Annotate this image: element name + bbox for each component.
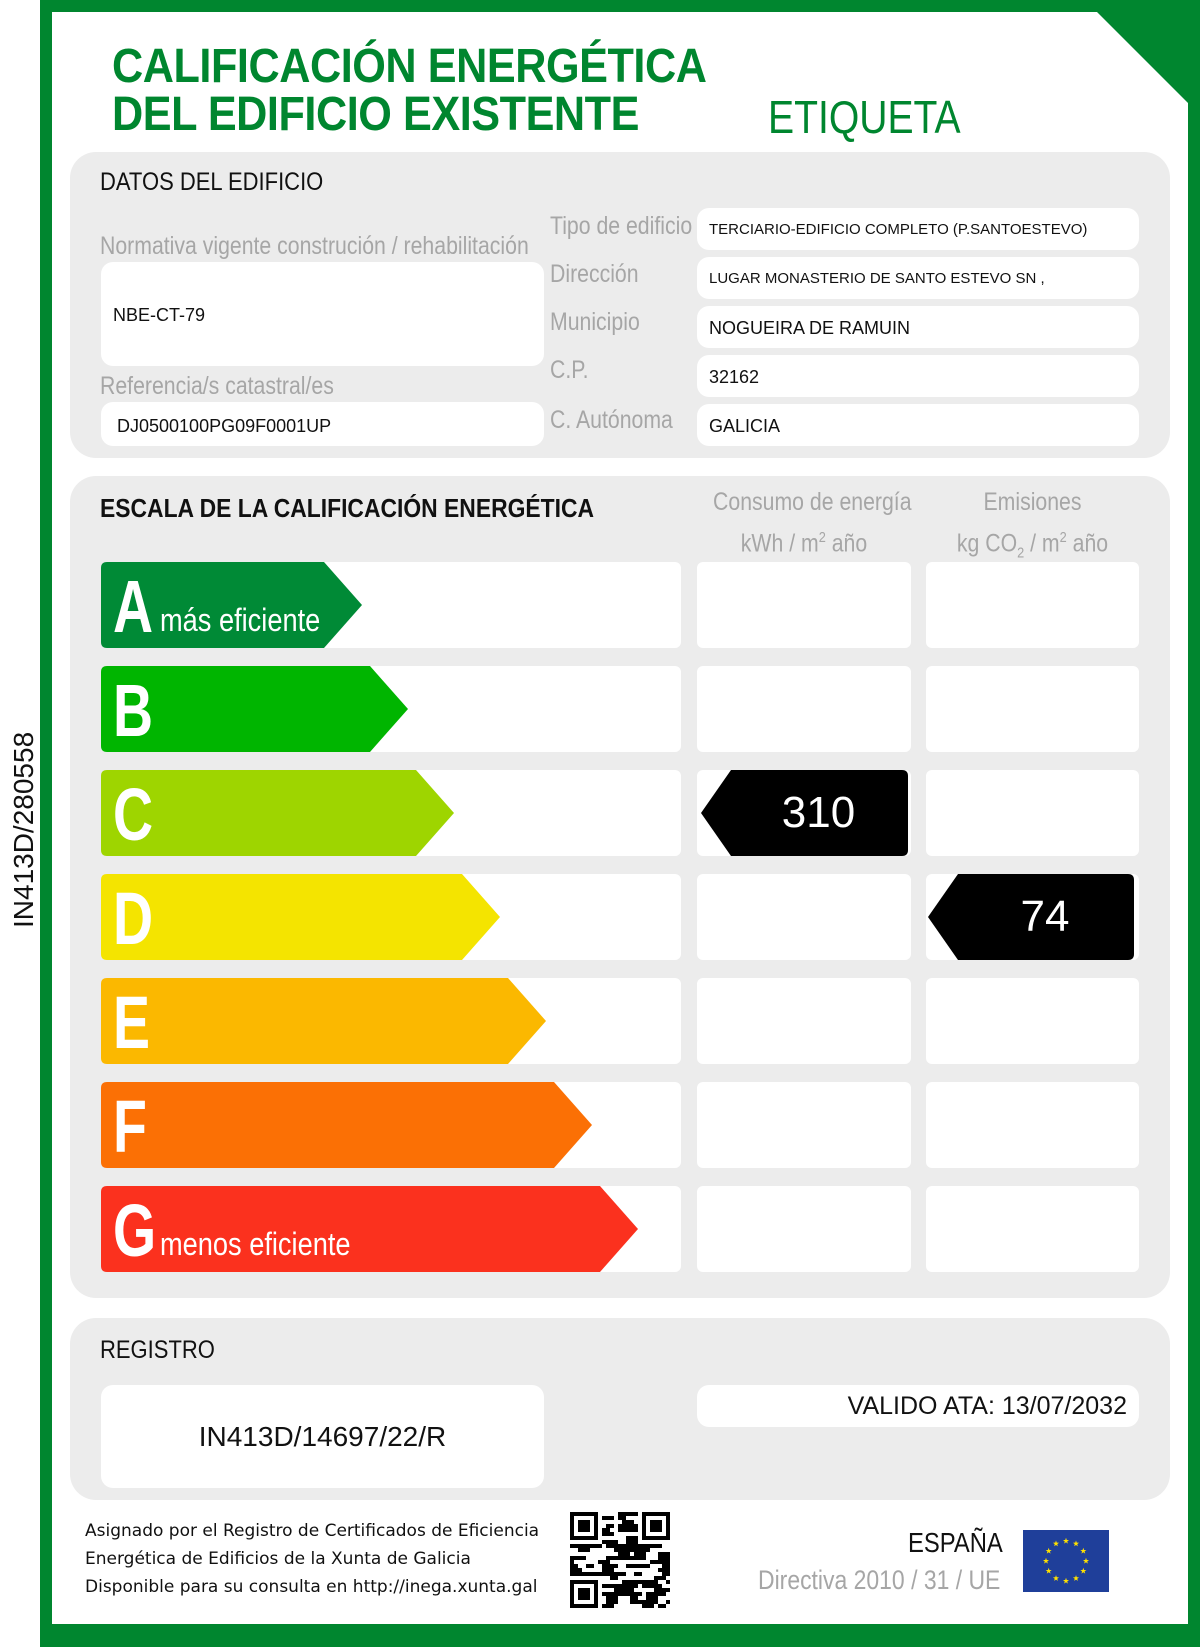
footer-text (85, 1517, 539, 1601)
consumo-cell-g (697, 1186, 911, 1272)
rating-letter-e: E (113, 981, 151, 1064)
emisiones-cell-g (926, 1186, 1139, 1272)
rating-letter-a: A (113, 565, 154, 648)
valid-until-box (697, 1385, 1139, 1427)
rating-letter-g: G (113, 1189, 157, 1272)
emisiones-cell-c (926, 770, 1139, 856)
field-label-direccion: Dirección (550, 260, 639, 288)
emisiones-cell-a (926, 562, 1139, 648)
rating-letter-b: B (113, 669, 154, 752)
consumo-value: 310 (781, 788, 856, 837)
field-value-cp: 32162 (709, 367, 760, 387)
consumo-cell-d (697, 874, 911, 960)
field-box-autonoma (697, 404, 1139, 446)
rating-letter-f: F (113, 1085, 147, 1168)
field-box-tipo (697, 208, 1139, 250)
consumo-column-header (713, 485, 912, 561)
emisiones-header-unit: kg $CO_2 / m^2$ año (956, 529, 1109, 562)
normativa-value: NBE-CT-79 (113, 305, 206, 325)
footer-line-2: Energética de Edificios de la Xunta de Galicia (85, 1549, 471, 1569)
consumo-cell-f (697, 1082, 911, 1168)
consumo-cell-b (697, 666, 911, 752)
field-label-cp: C.P. (550, 356, 589, 384)
building-data-heading: DATOS DEL EDIFICIO (100, 168, 324, 196)
qr-code-icon (570, 1512, 670, 1608)
emisiones-cell-b (926, 666, 1139, 752)
consumo-cell-a (697, 562, 911, 648)
field-box-municipio (697, 306, 1139, 348)
side-code: IN413D/280558 (8, 731, 39, 928)
eu-flag-icon (1023, 1530, 1109, 1592)
field-box-cp (697, 355, 1139, 397)
field-box-direccion (697, 257, 1139, 299)
emisiones-cell-e (926, 978, 1139, 1064)
rating-arrow-d (101, 874, 500, 960)
consumo-header-line1: Consumo de energía (713, 488, 912, 516)
rating-letter-d: D (113, 877, 154, 960)
field-value-autonoma: GALICIA (709, 416, 781, 436)
title-line-2: DEL EDIFICIO EXISTENTE (112, 88, 639, 141)
normativa-box (101, 262, 544, 366)
emisiones-column-header (942, 485, 1123, 570)
consumo-header-unit: kWh / $m^2$ año (740, 529, 868, 558)
field-value-municipio: NOGUEIRA DE RAMUIN (709, 318, 911, 338)
etiqueta-label: ETIQUETA (768, 91, 961, 143)
field-label-autonoma: C. Autónoma (550, 406, 673, 434)
country-label: ESPAÑA (908, 1527, 1003, 1558)
emisiones-cell-f (926, 1082, 1139, 1168)
directive-label: Directiva 2010 / 31 / UE (758, 1565, 1001, 1595)
corner-triangle (1085, 0, 1200, 115)
catastral-label: Referencia/s catastral/es (100, 372, 334, 400)
field-label-municipio: Municipio (550, 308, 640, 336)
rating-arrow-c (101, 770, 454, 856)
registro-number: IN413D/14697/22/R (101, 1385, 544, 1488)
normativa-label: Normativa vigente construción / rehabilitación (100, 232, 529, 260)
catastral-box (101, 402, 544, 446)
rating-sub-a: más eficiente (160, 602, 321, 638)
emisiones-header-line1: Emisiones (983, 488, 1082, 516)
consumo-cell-e (697, 978, 911, 1064)
rating-sub-g: menos eficiente (160, 1226, 351, 1262)
catastral-value: DJ0500100PG09F0001UP (117, 416, 332, 436)
rating-arrow-f (101, 1082, 592, 1168)
field-value-direccion: LUGAR MONASTERIO DE SANTO ESTEVO SN , (709, 270, 1045, 287)
registro-heading: REGISTRO (100, 1336, 215, 1364)
rating-letter-c: C (113, 773, 154, 856)
footer-line-3: Disponible para su consulta en http://inega.xunta.gal (85, 1577, 538, 1597)
field-label-tipo: Tipo de edificio (550, 212, 693, 240)
valid-until: VALIDO ATA: 13/07/2032 (847, 1392, 1127, 1420)
title-line-1: CALIFICACIÓN ENERGÉTICA (112, 40, 707, 93)
footer-line-1: Asignado por el Registro de Certificados de Eficiencia (85, 1521, 540, 1541)
emisiones-value: 74 (1020, 892, 1070, 941)
field-value-tipo: TERCIARIO-EDIFICIO COMPLETO (P.SANTOESTEVO) (709, 221, 1088, 238)
scale-heading: ESCALA DE LA CALIFICACIÓN ENERGÉTICA (100, 493, 595, 523)
rating-arrow-e (101, 978, 546, 1064)
